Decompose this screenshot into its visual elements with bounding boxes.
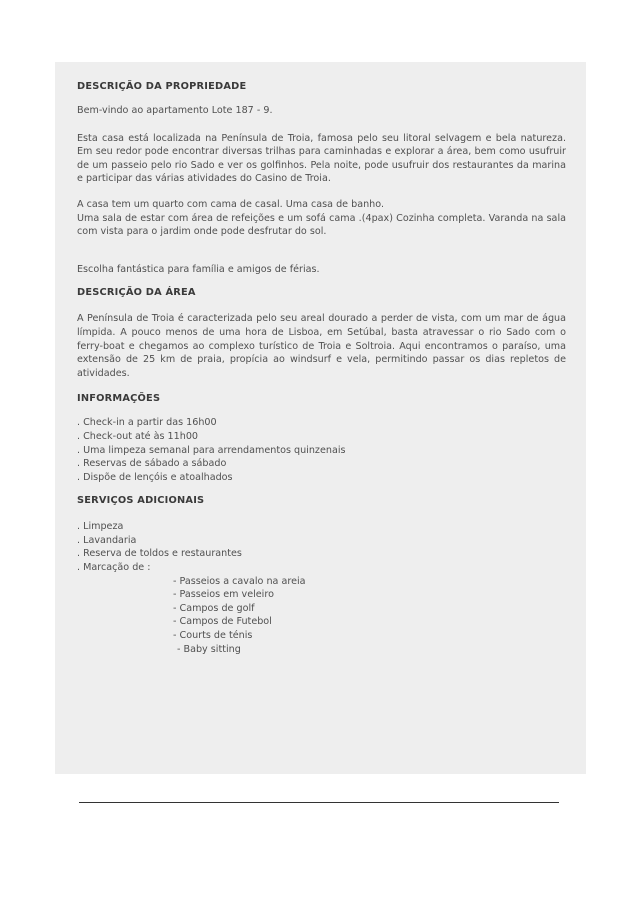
list-item: . Check-in a partir das 16h00 (77, 417, 217, 429)
sub-list-item: - Passeios a cavalo na areia (173, 575, 306, 587)
list-item: . Lavandaria (77, 534, 137, 546)
rooms-line-1: A casa tem um quarto com cama de casal. Uma casa de banho. (77, 198, 385, 210)
welcome-text: Bem-vindo ao apartamento Lote 187 - 9. (77, 105, 273, 116)
property-heading: DESCRIÇÃO DA PROPRIEDADE (77, 81, 247, 92)
area-heading: DESCRIÇÃO DA ÁREA (77, 287, 196, 299)
services-list (77, 520, 566, 574)
horizontal-rule (79, 802, 559, 803)
property-closing: Escolha fantástica para família e amigos de férias. (77, 263, 320, 275)
content-panel (55, 62, 586, 774)
property-rooms (77, 198, 566, 239)
rooms-line-2: Uma sala de estar com área de refeições e um sofá cama .(4pax) Cozinha completa. Varanda na sala com vista para o jardim onde pode desfrutar do sol. (77, 212, 566, 238)
list-item: . Marcação de : (77, 562, 151, 574)
property-intro: Esta casa está localizada na Península de Troia, famosa pelo seu litoral selvagem e bela natureza. Em seu redor pode encontrar diversas trilhas para caminhadas e explorar a área, bem como usufruir de um passeio pelo rio Sado e ver os golfinhos. Pela noite, pode usufruir dos restaurantes da marina e participar das várias atividades do Casino de Troia. (77, 132, 566, 185)
sub-list-item: - Courts de ténis (173, 630, 253, 642)
list-item: . Uma limpeza semanal para arrendamentos quinzenais (77, 444, 346, 456)
list-item: . Reserva de toldos e restaurantes (77, 548, 242, 560)
sub-list-item: - Baby sitting (177, 643, 241, 655)
sub-list-item: - Campos de golf (173, 602, 255, 614)
services-heading: SERVIÇOS ADICIONAIS (77, 495, 205, 507)
info-heading: INFORMAÇÕES (77, 393, 161, 405)
sub-list-item: - Campos de Futebol (173, 616, 272, 628)
list-item: . Check-out até às 11h00 (77, 430, 199, 442)
sub-list-item: - Passeios em veleiro (173, 589, 274, 601)
services-sublist (77, 575, 566, 657)
list-item: . Reservas de sábado a sábado (77, 458, 227, 470)
list-item: . Dispõe de lençóis e atoalhados (77, 471, 233, 483)
area-text: A Península de Troia é caracterizada pelo seu areal dourado a perder de vista, com um mar de água límpida. A pouco menos de uma hora de Lisboa, em Setúbal, basta atravessar o rio Sado com o ferry-boat e chegamos ao complexo turístico de Troia e Soltroia. Aqui encontramos o paraíso, uma extensão de 25 km de praia, propícia ao windsurf e vela, permitindo passar os dias repletos de atividades. (77, 313, 566, 379)
list-item: . Limpeza (77, 521, 124, 533)
info-list (77, 416, 566, 484)
